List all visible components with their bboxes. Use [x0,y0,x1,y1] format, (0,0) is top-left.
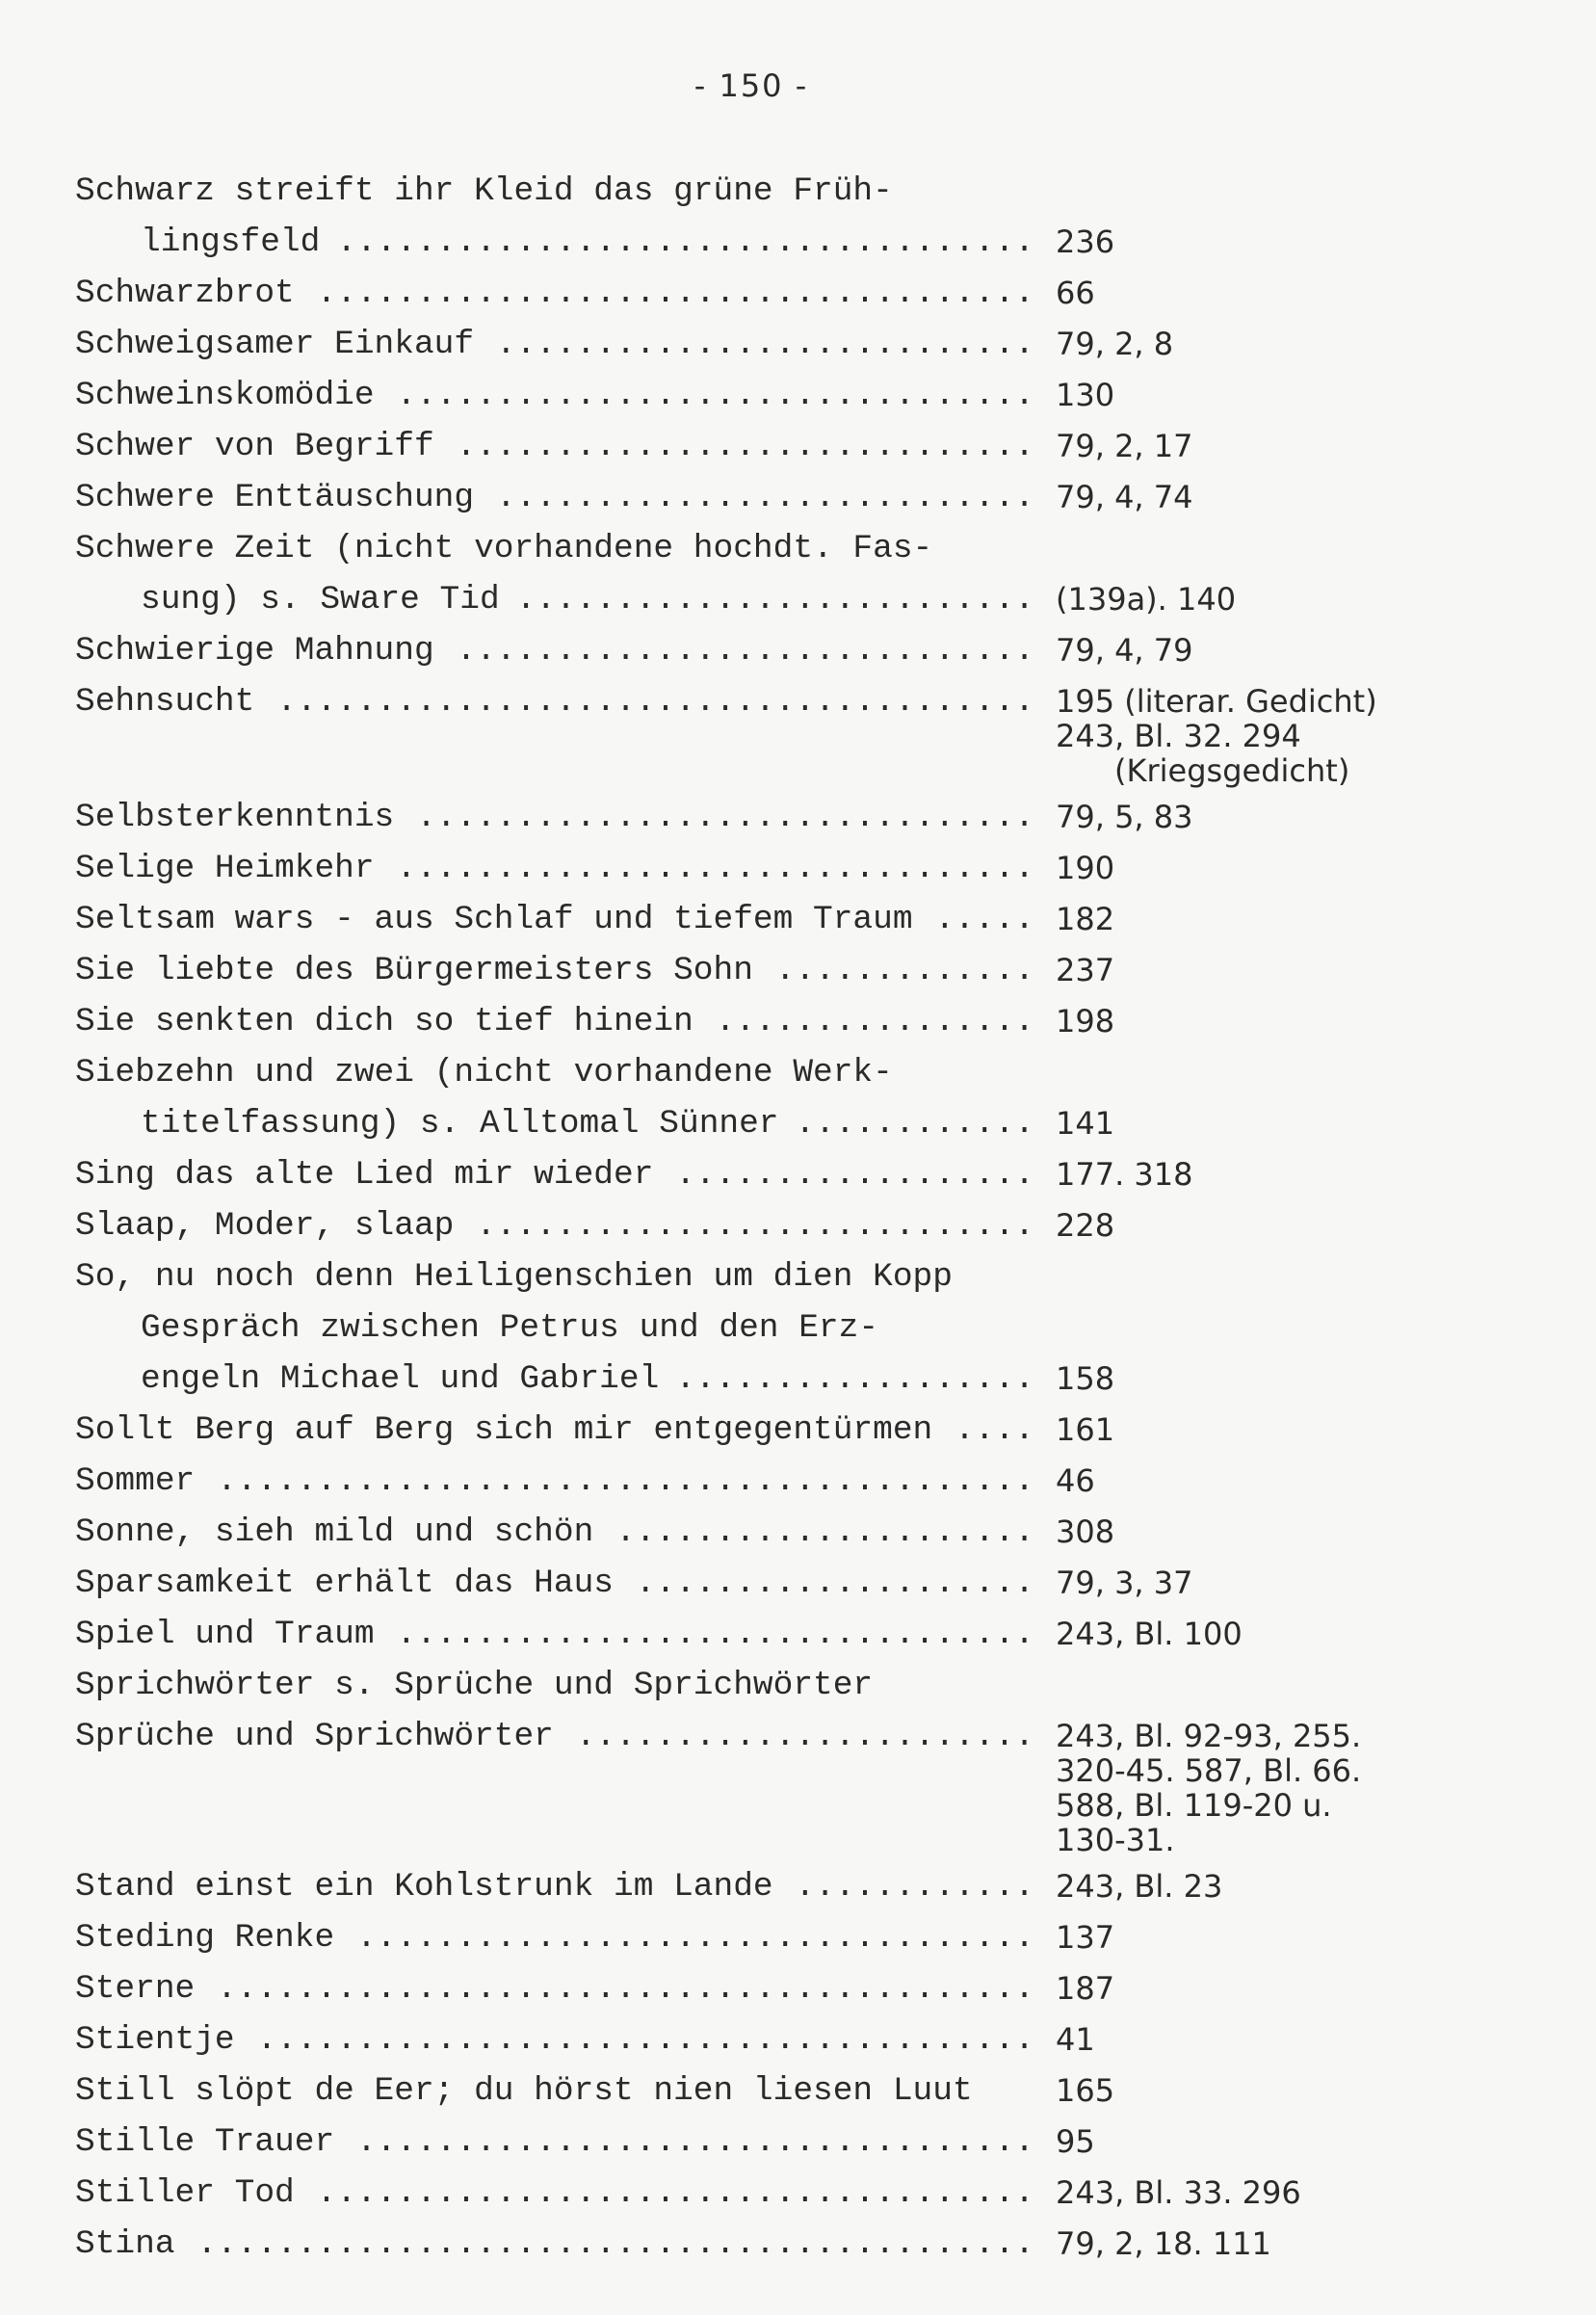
index-entry [75,843,1520,894]
index-list [75,166,1520,2270]
entry-title-line [75,1200,1520,1251]
entry-title: Still slöpt de Eer; du hörst nien liesen Luut [75,2072,973,2110]
entry-reference: 66 [1056,275,1095,311]
entry-title-line [75,523,1520,574]
entry-title: Sprüche und Sprichwörter [75,1718,554,1755]
index-entry [75,996,1520,1047]
entry-reference: 79, 5, 83 [1056,799,1193,835]
entry-title: Sprichwörter s. Sprüche und Sprichwörter [75,1667,874,1704]
index-entry [75,2219,1520,2270]
dot-leader: ........................... [496,479,1034,516]
entry-reference: 95 [1056,2123,1095,2160]
entry-title-line [75,996,1520,1047]
entry-title-line [75,2117,1520,2168]
entry-title-line [75,945,1520,996]
index-entry [75,1711,1520,1861]
dot-leader: .................................... [316,275,1034,312]
entry-title: Schweinskomödie [75,377,375,414]
entry-reference: (139a). 140 [1056,581,1237,618]
entry-title: Sie senkten dich so tief hinein [75,1003,693,1040]
entry-title-line [75,2014,1520,2065]
entry-reference: 177. 318 [1056,1156,1193,1193]
index-entry [75,2117,1520,2168]
index-entry [75,166,1520,268]
entry-reference: 243, Bl. 100 [1056,1616,1243,1652]
dot-leader: ............................. [456,428,1034,465]
dot-leader: .......................................... [196,2225,1034,2263]
index-entry [75,1047,1520,1149]
entry-reference: 182 [1056,901,1115,937]
entry-title-line [75,1251,1520,1302]
entry-title: Seltsam wars - aus Schlaf und tiefem Traum [75,901,913,938]
entry-title-line [75,166,1520,217]
dot-leader: .................. [675,1156,1034,1194]
dot-leader: ....................... [575,1718,1034,1755]
index-entry [75,1507,1520,1558]
entry-title: Sterne [75,1970,196,2008]
entry-reference: 79, 2, 8 [1056,326,1174,362]
dot-leader: ................................ [396,377,1034,414]
entry-title: Siebzehn und zwei (nicht vorhandene Werk- [75,1054,893,1092]
entry-reference: 236 [1056,224,1115,260]
dot-leader: ...................................... [276,683,1034,721]
entry-reference: 79, 2, 18. 111 [1056,2225,1271,2262]
entry-title-line [75,2219,1520,2270]
index-entry [75,370,1520,421]
entry-reference: 187 [1056,1970,1115,2007]
entry-title: Schwer von Begriff [75,428,434,465]
entry-title: Sollt Berg auf Berg sich mir entgegentürmen [75,1411,933,1449]
entry-reference: 198 [1056,1003,1115,1039]
entry-title-line [75,676,1520,789]
entry-reference: 137 [1056,1919,1115,1956]
entry-title-line [75,1149,1520,1200]
entry-title: Schweigsamer Einkauf [75,326,475,363]
index-entry [75,1558,1520,1609]
entry-title: Sonne, sieh mild und schön [75,1513,594,1551]
reference-line: 130-31. [1056,1822,1175,1858]
entry-reference: 165 [1056,2072,1115,2109]
entry-reference: 41 [1056,2021,1095,2058]
index-entry [75,2014,1520,2065]
entry-title-line [75,894,1520,945]
entry-title: Stand einst ein Kohlstrunk im Lande [75,1868,773,1906]
index-entry [75,945,1520,996]
dot-leader: .................................... [316,2174,1034,2212]
entry-title-line [75,1047,1520,1098]
entry-reference: 46 [1056,1462,1095,1499]
entry-title: Schwere Enttäuschung [75,479,475,516]
entry-title: titelfassung) s. Alltomal Sünner [141,1105,779,1143]
entry-title: Selbsterkenntnis [75,799,395,836]
entry-title-line [75,2065,1520,2117]
entry-title-line [75,421,1520,472]
index-entry [75,1251,1520,1405]
entry-title: Stientje [75,2021,235,2059]
reference-line: 243, Bl. 92-93, 255. [1056,1718,1362,1754]
index-entry [75,523,1520,625]
reference-line: 588, Bl. 119-20 u. [1056,1787,1332,1824]
entry-title: Selige Heimkehr [75,850,375,887]
entry-title: Sparsamkeit erhält das Haus [75,1565,614,1602]
reference-line: 320-45. 587, Bl. 66. [1056,1752,1362,1789]
entry-title-line [75,1660,1520,1711]
reference-line: 243, Bl. 32. 294 [1056,718,1301,754]
index-entry [75,1609,1520,1660]
dot-leader: ................................ [396,1616,1034,1653]
dot-leader: ......................................... [217,1462,1034,1500]
index-entry [75,1912,1520,1963]
entry-reference: 243, Bl. 33. 296 [1056,2174,1301,2211]
entry-title-line [75,1507,1520,1558]
entry-title-line [75,268,1520,319]
entry-title: Schwere Zeit (nicht vorhandene hochdt. Fas- [75,530,933,567]
entry-title: Stiller Tod [75,2174,295,2212]
dot-leader: ..... [934,901,1034,938]
entry-title-line [75,1963,1520,2014]
entry-reference: 79, 3, 37 [1056,1565,1193,1601]
dot-leader: .................................. [356,2123,1034,2161]
entry-title-line [75,1861,1520,1912]
entry-title: Stina [75,2225,175,2263]
index-entry [75,1456,1520,1507]
entry-title: Schwierige Mahnung [75,632,434,670]
index-entry [75,421,1520,472]
dot-leader: ............ [795,1105,1034,1143]
dot-leader: ............ [795,1868,1034,1906]
entry-title: Gespräch zwischen Petrus und den Erz- [141,1309,879,1347]
index-entry [75,2168,1520,2219]
entry-title-line [75,1609,1520,1660]
dot-leader: ................................ [396,850,1034,887]
entry-reference [1056,676,1377,788]
dot-leader: ........................... [496,326,1034,363]
reference-line: 195 (literar. Gedicht) [1056,683,1377,720]
entry-continuation-line [75,1354,1520,1405]
entry-title: Slaap, Moder, slaap [75,1207,455,1245]
entry-continuation-line [75,574,1520,625]
index-entry [75,894,1520,945]
entry-title: Schwarzbrot [75,275,295,312]
index-entry [75,472,1520,523]
entry-title-line [75,1405,1520,1456]
entry-reference: 79, 2, 17 [1056,428,1193,464]
index-entry [75,2065,1520,2117]
dot-leader: ................ [715,1003,1034,1040]
index-entry [75,792,1520,843]
index-entry [75,1149,1520,1200]
index-entry [75,268,1520,319]
dot-leader: ..................... [615,1513,1034,1551]
entry-title: Sehnsucht [75,683,255,721]
entry-reference: 161 [1056,1411,1115,1448]
entry-reference: 237 [1056,952,1115,988]
index-entry [75,1861,1520,1912]
dot-leader: .................. [675,1360,1034,1398]
index-entry [75,1963,1520,2014]
entry-continuation-line [75,1302,1520,1354]
entry-title: lingsfeld [141,224,321,261]
entry-title-line [75,792,1520,843]
entry-continuation-line [75,1098,1520,1149]
entry-title-line [75,1711,1520,1858]
entry-title: Stille Trauer [75,2123,335,2161]
entry-reference: 190 [1056,850,1115,886]
dot-leader: ................................... [336,224,1034,261]
entry-title: Spiel und Traum [75,1616,375,1653]
entry-reference: 79, 4, 79 [1056,632,1193,669]
entry-title-line [75,1912,1520,1963]
reference-line: (Kriegsgedicht) [1056,752,1350,789]
entry-title-line [75,843,1520,894]
dot-leader: ............................... [416,799,1034,836]
dot-leader: .................................. [356,1919,1034,1957]
entry-reference: 130 [1056,377,1115,413]
index-entry [75,1200,1520,1251]
dot-leader: ............. [774,952,1034,989]
dot-leader: .... [955,1411,1034,1449]
entry-title-line [75,319,1520,370]
entry-title: Sommer [75,1462,196,1500]
entry-title-line [75,625,1520,676]
entry-reference: 228 [1056,1207,1115,1244]
index-entry [75,1660,1520,1711]
index-entry [75,1405,1520,1456]
entry-title-line [75,370,1520,421]
dot-leader: .................... [635,1565,1034,1602]
entry-reference: 243, Bl. 23 [1056,1868,1223,1905]
entry-reference [1056,1711,1361,1857]
entry-title: Steding Renke [75,1919,335,1957]
entry-reference: 141 [1056,1105,1115,1142]
entry-title: engeln Michael und Gabriel [141,1360,660,1398]
entry-reference: 79, 4, 74 [1056,479,1193,515]
dot-leader: ............................. [456,632,1034,670]
entry-title-line [75,1456,1520,1507]
index-entry [75,676,1520,792]
entry-title-line [75,1558,1520,1609]
entry-reference: 158 [1056,1360,1115,1397]
entry-title: Schwarz streift ihr Kleid das grüne Früh- [75,172,893,210]
entry-reference: 308 [1056,1513,1115,1550]
dot-leader: ............................ [476,1207,1034,1245]
dot-leader: ......................................... [217,1970,1034,2008]
entry-title: sung) s. Sware Tid [141,581,500,618]
entry-title: Sie liebte des Bürgermeisters Sohn [75,952,753,989]
entry-title: Sing das alte Lied mir wieder [75,1156,654,1194]
dot-leader: ....................................... [256,2021,1034,2059]
dot-leader: .......................... [515,581,1034,618]
entry-continuation-line [75,217,1520,268]
entry-title-line [75,2168,1520,2219]
index-entry [75,319,1520,370]
page-number: - 150 - [693,67,809,104]
index-entry [75,625,1520,676]
entry-title: So, nu noch denn Heiligenschien um dien Kopp [75,1258,953,1296]
entry-title-line [75,472,1520,523]
